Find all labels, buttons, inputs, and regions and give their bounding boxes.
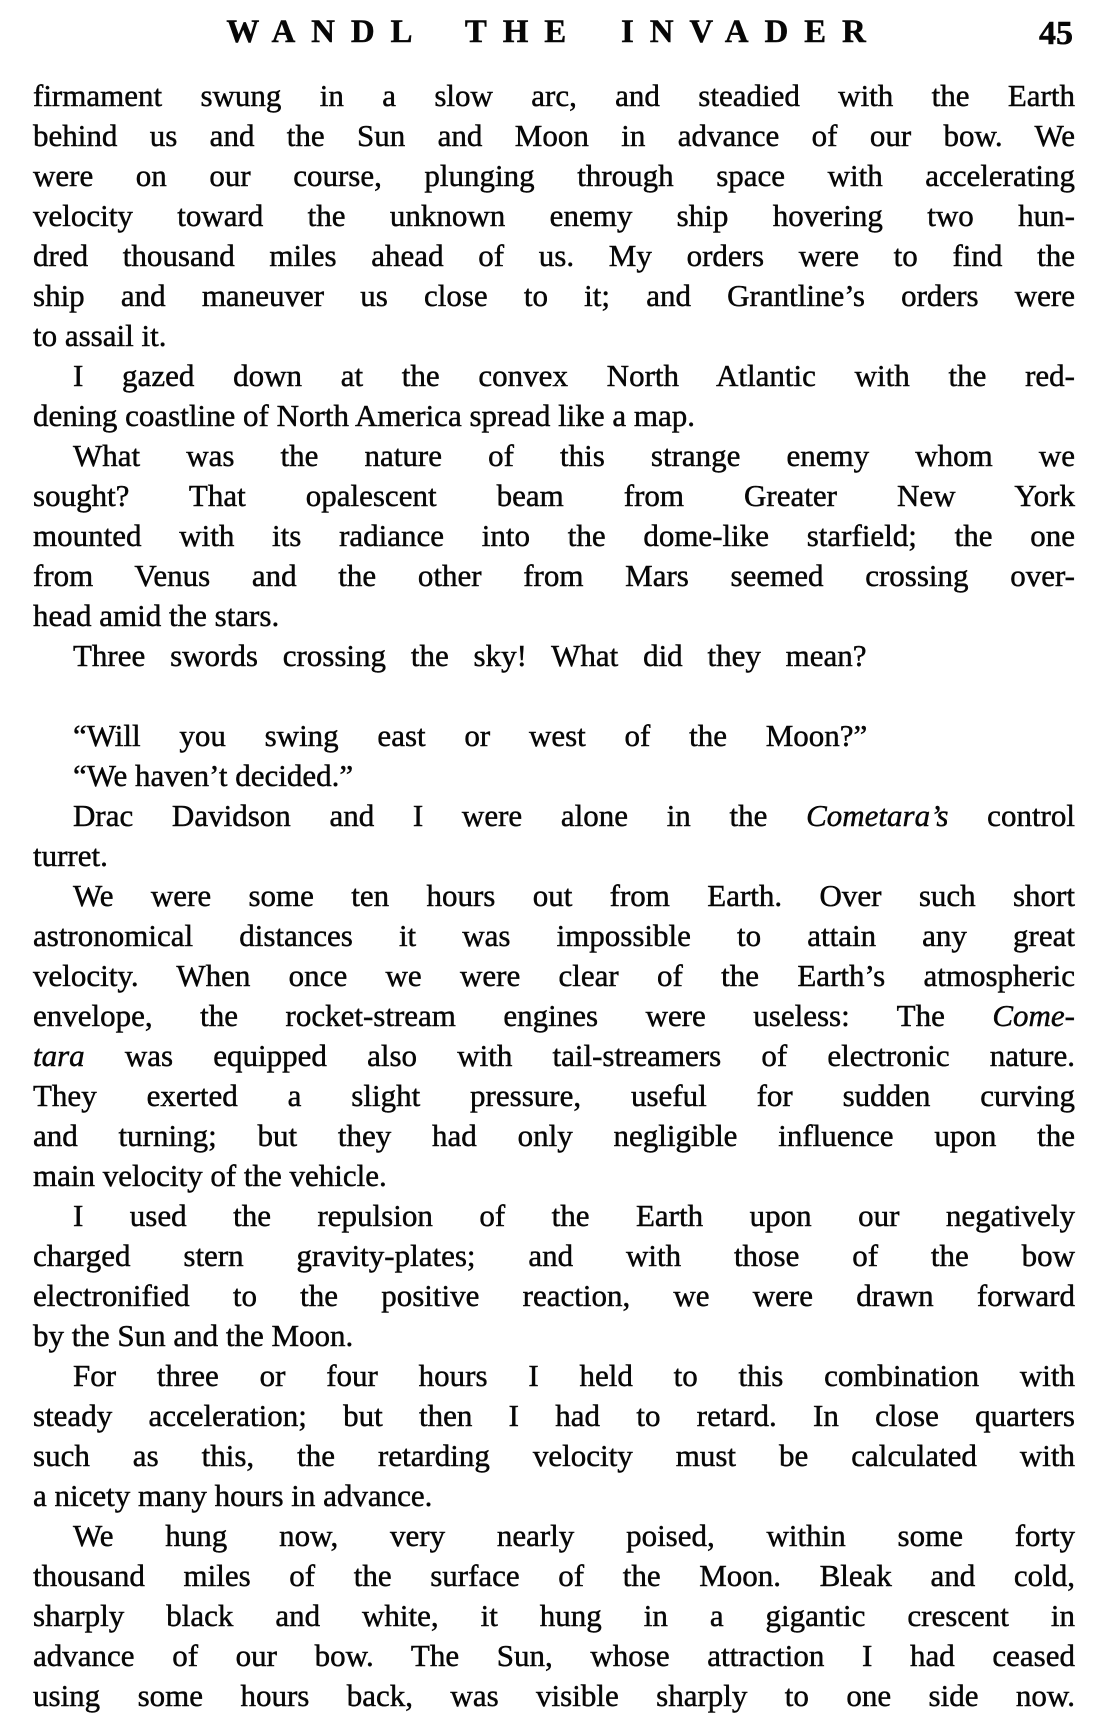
text-segment: thousand miles of the surface of the Moon. Bleak and cold, bbox=[33, 1558, 1075, 1593]
page-body bbox=[33, 76, 1075, 1716]
text-line bbox=[33, 1436, 1075, 1476]
text-segment: head amid the stars. bbox=[33, 598, 280, 633]
text-line bbox=[33, 996, 1075, 1036]
text-segment: dred thousand miles ahead of us. My orders were to find the bbox=[33, 238, 1075, 273]
text-segment: were on our course, plunging through space with accelerating bbox=[33, 158, 1075, 193]
text-line bbox=[33, 1156, 1075, 1196]
paragraph bbox=[33, 1196, 1075, 1356]
page-header bbox=[33, 14, 1075, 62]
text-line bbox=[33, 596, 1075, 636]
text-line bbox=[33, 196, 1075, 236]
text-segment: I used the repulsion of the Earth upon our negatively bbox=[73, 1198, 1075, 1233]
text-segment: from Venus and the other from Mars seemed crossing over- bbox=[33, 558, 1075, 593]
paragraph bbox=[33, 756, 1075, 796]
page-number: 45 bbox=[1039, 15, 1073, 52]
text-line bbox=[33, 236, 1075, 276]
text-segment: behind us and the Sun and Moon in advance of our bow. We bbox=[33, 118, 1075, 153]
text-segment: sharply black and white, it hung in a gigantic crescent in bbox=[33, 1598, 1075, 1633]
text-segment: We hung now, very nearly poised, within some forty bbox=[73, 1518, 1075, 1553]
text-segment: “We haven’t decided.” bbox=[73, 758, 354, 793]
text-line bbox=[33, 476, 1075, 516]
text-segment: They exerted a slight pressure, useful for sudden curving bbox=[33, 1078, 1075, 1113]
text-segment: charged stern gravity-plates; and with those of the bow bbox=[33, 1238, 1075, 1273]
text-segment: dening coastline of North America spread like a map. bbox=[33, 398, 695, 433]
text-segment: a nicety many hours in advance. bbox=[33, 1478, 433, 1513]
text-line bbox=[33, 276, 1075, 316]
text-segment: was equipped also with tail-streamers of electronic nature. bbox=[84, 1038, 1075, 1073]
text-line bbox=[33, 836, 1075, 876]
text-segment: using some hours back, was visible sharply to one side now. bbox=[33, 1678, 1075, 1713]
text-line bbox=[33, 1636, 1075, 1676]
text-line bbox=[33, 1036, 1075, 1076]
text-line bbox=[33, 1276, 1075, 1316]
italic-text: Cometara’s bbox=[806, 798, 949, 833]
paragraph bbox=[33, 1356, 1075, 1516]
text-segment: Three swords crossing the sky! What did they mean? bbox=[73, 638, 867, 673]
text-line bbox=[33, 1516, 1075, 1556]
text-segment: Drac Davidson and I were alone in the bbox=[73, 798, 807, 833]
text-line bbox=[33, 1116, 1075, 1156]
text-segment: steady acceleration; but then I had to retard. In close quarters bbox=[33, 1398, 1075, 1433]
text-line bbox=[33, 1556, 1075, 1596]
text-line bbox=[33, 316, 1075, 356]
text-segment: velocity. When once we were clear of the Earth’s atmospheric bbox=[33, 958, 1075, 993]
text-segment: such as this, the retarding velocity must be calculated with bbox=[33, 1438, 1075, 1473]
text-segment: to assail it. bbox=[33, 318, 167, 353]
text-line bbox=[33, 76, 1075, 116]
text-line bbox=[33, 396, 1075, 436]
text-line bbox=[33, 636, 1075, 676]
italic-text: Come- bbox=[992, 998, 1075, 1033]
text-line bbox=[33, 1356, 1075, 1396]
text-segment: I gazed down at the convex North Atlantic with the red- bbox=[73, 358, 1075, 393]
text-line bbox=[33, 1196, 1075, 1236]
paragraph bbox=[33, 876, 1075, 1196]
text-segment: firmament swung in a slow arc, and steadied with the Earth bbox=[33, 78, 1075, 113]
text-line bbox=[33, 1396, 1075, 1436]
text-segment: sought? That opalescent beam from Greater New York bbox=[33, 478, 1075, 513]
text-segment: We were some ten hours out from Earth. Over such short bbox=[73, 878, 1075, 913]
text-segment: advance of our bow. The Sun, whose attraction I had ceased bbox=[33, 1638, 1075, 1673]
text-segment: main velocity of the vehicle. bbox=[33, 1158, 387, 1193]
text-segment: For three or four hours I held to this combination with bbox=[73, 1358, 1075, 1393]
text-line bbox=[33, 1236, 1075, 1276]
text-segment: velocity toward the unknown enemy ship hovering two hun- bbox=[33, 198, 1075, 233]
text-line bbox=[33, 916, 1075, 956]
paragraph bbox=[33, 436, 1075, 636]
paragraph bbox=[33, 356, 1075, 436]
text-segment: electronified to the positive reaction, we were drawn forward bbox=[33, 1278, 1075, 1313]
paragraph bbox=[33, 76, 1075, 356]
text-segment: “Will you swing east or west of the Moon?” bbox=[73, 718, 868, 753]
text-line bbox=[33, 876, 1075, 916]
text-line bbox=[33, 756, 1075, 796]
text-line bbox=[33, 796, 1075, 836]
italic-text: tara bbox=[33, 1038, 85, 1073]
text-segment: control bbox=[948, 798, 1075, 833]
text-segment: by the Sun and the Moon. bbox=[33, 1318, 354, 1353]
paragraph bbox=[33, 636, 1075, 676]
running-title: WANDL THE INVADER bbox=[226, 14, 882, 50]
text-segment: astronomical distances it was impossible to attain any great bbox=[33, 918, 1075, 953]
text-line bbox=[33, 436, 1075, 476]
text-line bbox=[33, 356, 1075, 396]
text-line bbox=[33, 156, 1075, 196]
paragraph bbox=[33, 716, 1075, 756]
text-line bbox=[33, 956, 1075, 996]
text-line bbox=[33, 1476, 1075, 1516]
text-line bbox=[33, 116, 1075, 156]
text-line bbox=[33, 716, 1075, 756]
text-segment: mounted with its radiance into the dome-like starfield; the one bbox=[33, 518, 1075, 553]
text-segment: ship and maneuver us close to it; and Grantline’s orders were bbox=[33, 278, 1075, 313]
text-line bbox=[33, 1676, 1075, 1716]
text-segment: turret. bbox=[33, 838, 108, 873]
paragraph bbox=[33, 1516, 1075, 1716]
text-line bbox=[33, 1316, 1075, 1356]
paragraph bbox=[33, 796, 1075, 876]
text-line bbox=[33, 556, 1075, 596]
text-line bbox=[33, 1596, 1075, 1636]
text-segment: What was the nature of this strange enemy whom we bbox=[73, 438, 1075, 473]
text-segment: and turning; but they had only negligible influence upon the bbox=[33, 1118, 1075, 1153]
text-line bbox=[33, 516, 1075, 556]
text-segment: envelope, the rocket-stream engines were useless: The bbox=[33, 998, 993, 1033]
text-line bbox=[33, 1076, 1075, 1116]
